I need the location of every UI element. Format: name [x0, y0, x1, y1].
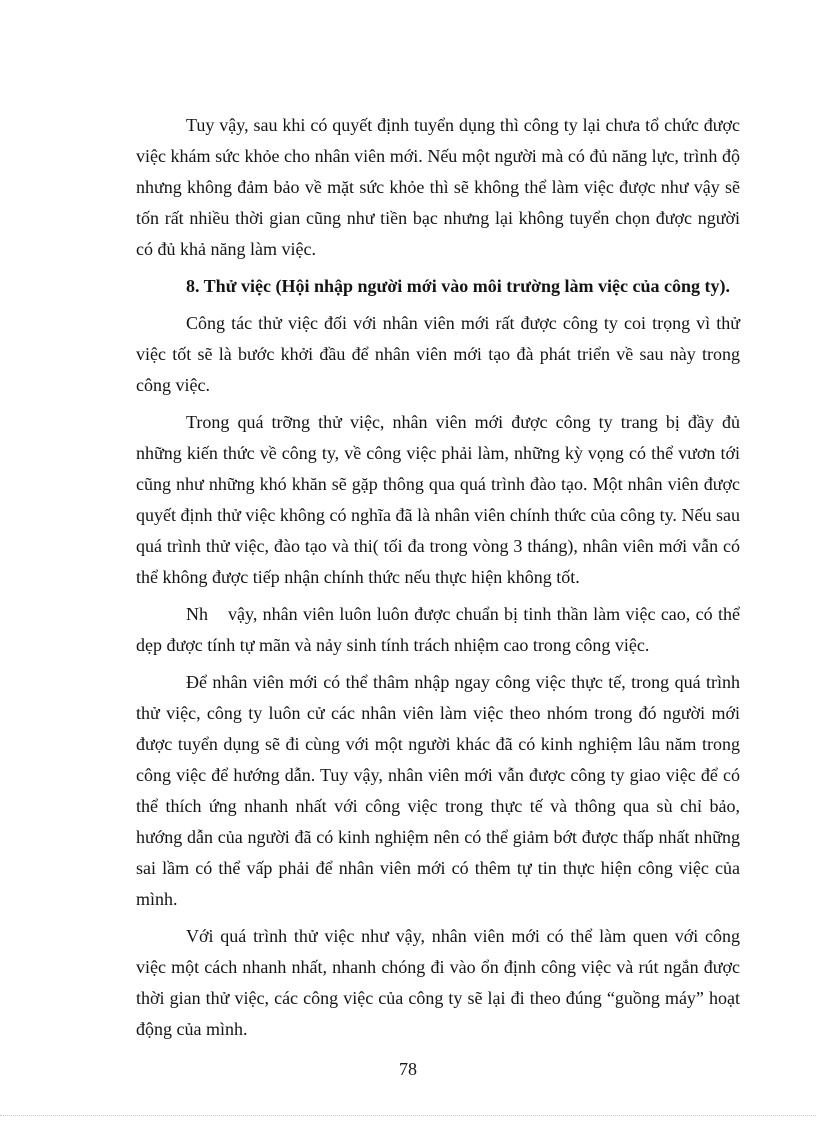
paragraph-probation-training: Trong quá trỡng thử việc, nhân viên mới được công ty trang bị đầy đủ những kiến thức về công ty, về công việc phải làm, những kỳ vọng có thể vươn tới cũng như những khó khăn sẽ gặp thông qua quá trình đào tạo. Một nhân viên được quyết định thử việc không có nghĩa đã là nhân viên chính thức của công ty. Nếu sau quá trình thử việc, đào tạo và thi( tối đa trong vòng 3 tháng), nhân viên mới vẫn có thể không được tiếp nhận chính thức nếu thực hiện không tốt. — [136, 412, 740, 587]
paragraph-probation-result: Với quá trình thử việc như vậy, nhân viên mới có thể làm quen với công việc một cách nhanh nhất, nhanh chóng đi vào ổn định công việc và rút ngắn được thời gian thử việc, các công việc của công ty sẽ lại đi theo đúng “guồng máy” hoạt động của mình. — [136, 926, 740, 1039]
page-number: 78 — [399, 1059, 417, 1079]
paragraph-team-mentoring: Để nhân viên mới có thể thâm nhập ngay công việc thực tế, trong quá trình thử việc, công ty luôn cử các nhân viên làm việc theo nhóm trong đó người mới được tuyển dụng sẽ đi cùng với một người khác đã có kinh nghiệm lâu năm trong công việc để hướng dẫn. Tuy vậy, nhân viên mới vẫn được công ty giao việc để có thể thích ứng nhanh nhất với công việc trong thực tế và thông qua sù chỉ bảo, hướng dẫn của người đã có kinh nghiệm nên có thể giảm bớt được thấp nhất những sai lầm có thể vấp phải để nhân viên mới có thêm tự tin thực hiện công việc của mình. — [136, 672, 740, 909]
paragraph-fragment-rest: vậy, nhân viên luôn luôn được chuẩn bị tinh thần làm việc cao, có thể dẹp được tính tự mãn và nảy sinh tính trách nhiệm cao trong công việc. — [136, 604, 740, 655]
footer-divider — [0, 1115, 816, 1116]
section-heading-probation: 8. Thử việc (Hội nhập người mới vào môi trường làm việc của công ty). — [186, 276, 730, 296]
paragraph-probation-importance: Công tác thử việc đối với nhân viên mới rất được công ty coi trọng vì thử việc tốt sẽ là bước khởi đầu để nhân viên mới tạo đà phát triển về sau này trong công việc. — [136, 313, 740, 395]
document-body — [136, 110, 740, 1051]
paragraph-health-check: Tuy vậy, sau khi có quyết định tuyển dụng thì công ty lại chưa tổ chức được việc khám sức khỏe cho nhân viên mới. Nếu một người mà có đủ năng lực, trình độ nhưng không đảm bảo về mặt sức khỏe thì sẽ không thể làm việc được như vậy sẽ tốn rất nhiều thời gian cũng như tiền bạc nhưng lại không tuyển chọn được người có đủ khả năng làm việc. — [136, 115, 740, 259]
paragraph-fragment-start: Nh — [186, 604, 208, 624]
paragraph-staff-readiness — [136, 599, 740, 661]
